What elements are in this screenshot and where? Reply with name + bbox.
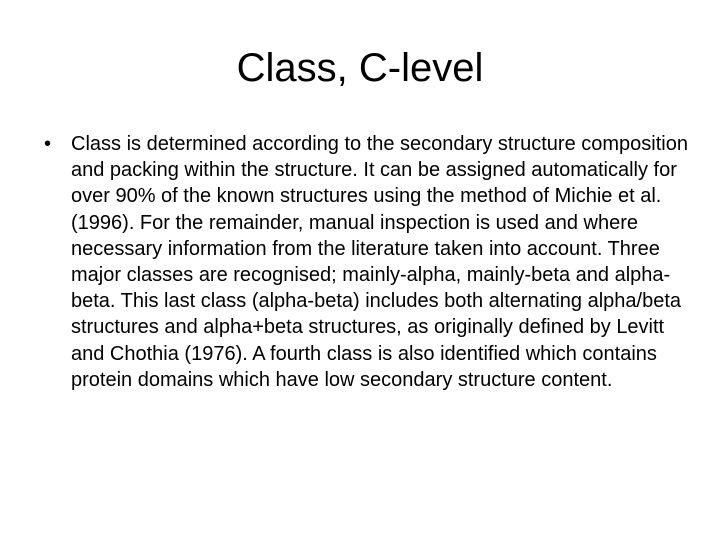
slide-title: Class, C-level — [236, 46, 484, 90]
bullet-dot-icon: • — [44, 133, 52, 155]
bullet-item — [44, 131, 694, 393]
bullet-list — [44, 131, 694, 393]
bullet-text: Class is determined according to the secondary structure composition and packing within the structure. It can be assigned automatically for over 90% of the known structures using the method of Michie et al. (1996). For the remainder, manual inspection is used and where necessary information from the literature taken into account. Three major classes are recognised; mainly-alpha, mainly-beta and alpha-beta. This last class (alpha-beta) includes both alternating alpha/beta structures and alpha+beta structures, as originally defined by Levitt and Chothia (1976). A fourth class is also identified which contains protein domains which have low secondary structure content. — [71, 133, 688, 391]
